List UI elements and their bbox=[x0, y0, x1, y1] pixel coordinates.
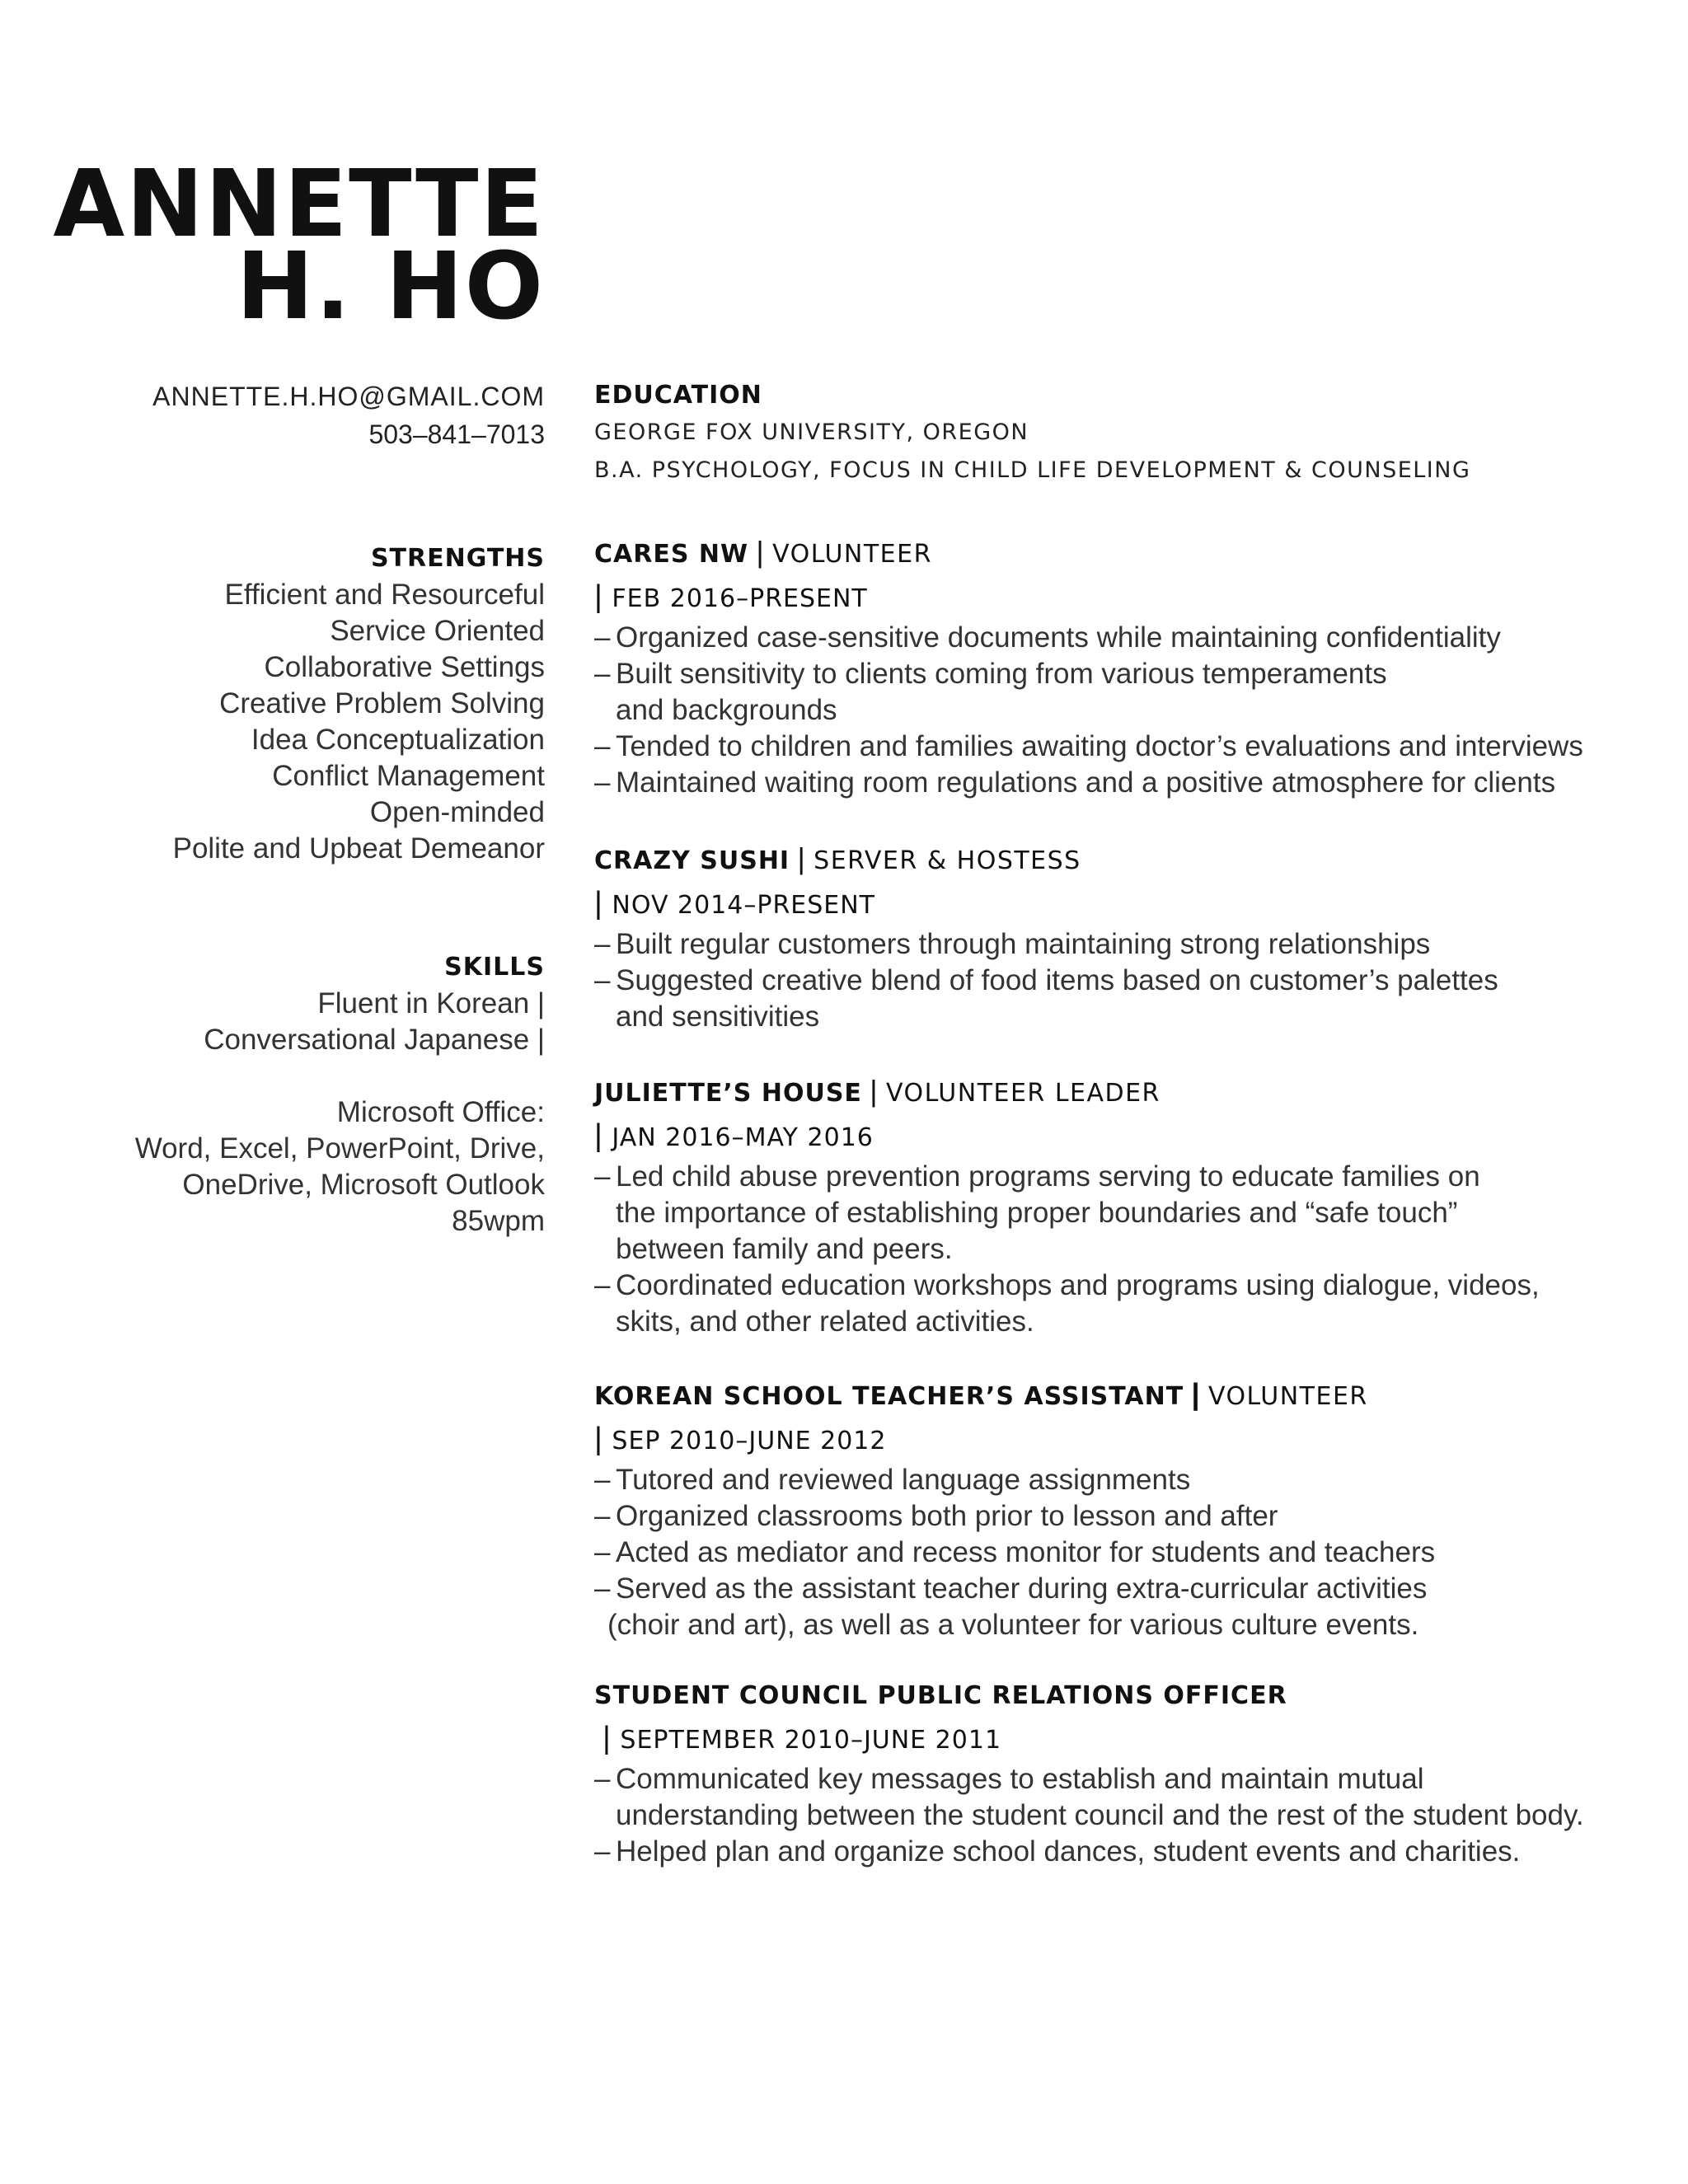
strength-item: Creative Problem Solving bbox=[219, 687, 545, 719]
date-bar: | bbox=[594, 1118, 603, 1153]
strength-item: Collaborative Settings bbox=[264, 651, 545, 683]
job-separator: | bbox=[797, 841, 806, 875]
name-line-2: H. HO bbox=[236, 233, 545, 340]
job-organization: CARES NW bbox=[594, 540, 749, 569]
job-bullet: – Acted as mediator and recess monitor for students and teachers bbox=[594, 1535, 1633, 1571]
job-entry bbox=[594, 534, 1633, 801]
job-bullets bbox=[594, 1159, 1633, 1340]
strength-item: Efficient and Resourceful bbox=[224, 579, 545, 611]
job-bullet: – Suggested creative blend of food items based on customer’s palettes and sensitivities bbox=[594, 963, 1522, 1035]
job-bullet: – Organized case-sensitive documents while maintaining confidentiality bbox=[594, 620, 1633, 656]
job-bullets bbox=[594, 620, 1633, 801]
job-entry bbox=[594, 1376, 1633, 1643]
strength-item: Polite and Upbeat Demeanor bbox=[172, 832, 545, 865]
strength-item: Idea Conceptualization bbox=[251, 724, 545, 756]
job-bullet: – Coordinated education workshops and programs using dialogue, videos, skits, and other related activities. bbox=[594, 1268, 1605, 1340]
job-bullet: – Helped plan and organize school dances, student events and charities. bbox=[594, 1834, 1633, 1870]
strengths-list bbox=[173, 577, 545, 867]
date-bar: | bbox=[594, 579, 603, 614]
job-date bbox=[594, 1418, 1633, 1462]
education-title: EDUCATION bbox=[594, 381, 762, 410]
job-date-range: JAN 2016–MAY 2016 bbox=[612, 1123, 874, 1152]
contact-block bbox=[152, 377, 545, 453]
job-bullet: – Maintained waiting room regulations and a positive atmosphere for clients bbox=[594, 765, 1633, 801]
job-entry bbox=[594, 1678, 1633, 1870]
name-line-1: ANNETTE bbox=[53, 151, 545, 258]
strengths-section bbox=[173, 541, 545, 867]
name-heading bbox=[53, 151, 545, 340]
job-bullet: – Built regular customers through maintaining strong relationships bbox=[594, 926, 1633, 963]
education-degree: B.A. PSYCHOLOGY, FOCUS IN CHILD LIFE DEVELOPMENT & COUNSELING bbox=[594, 457, 1471, 483]
job-bullet: – Built sensitivity to clients coming from various temperaments and backgrounds bbox=[594, 656, 1440, 729]
skills-section bbox=[135, 949, 545, 1240]
job-bullet: – Served as the assistant teacher during extra-curricular activities bbox=[594, 1571, 1633, 1607]
job-date bbox=[594, 576, 1633, 620]
skill-software: Microsoft Office: bbox=[336, 1096, 545, 1128]
job-role: SERVER & HOSTESS bbox=[814, 846, 1081, 875]
job-bullets bbox=[594, 926, 1633, 1035]
job-role: VOLUNTEER LEADER bbox=[885, 1079, 1160, 1108]
job-separator: | bbox=[1191, 1377, 1201, 1411]
date-bar: | bbox=[594, 886, 603, 921]
job-header bbox=[594, 1073, 1633, 1112]
job-header bbox=[594, 1376, 1633, 1415]
job-date-range: NOV 2014–PRESENT bbox=[612, 891, 876, 920]
contact-phone: 503–841–7013 bbox=[368, 419, 545, 449]
job-entry bbox=[594, 1073, 1633, 1340]
job-header bbox=[594, 841, 1633, 879]
job-bullet: – Communicated key messages to establish and maintain mutual understanding between the student council and the rest of the student body. bbox=[594, 1761, 1605, 1834]
job-organization: KOREAN SCHOOL TEACHER’S ASSISTANT bbox=[594, 1382, 1184, 1411]
job-date-range: SEP 2010–JUNE 2012 bbox=[612, 1427, 887, 1455]
job-date-range: FEB 2016–PRESENT bbox=[612, 584, 868, 613]
strength-item: Conflict Management bbox=[272, 760, 545, 792]
job-header bbox=[594, 1678, 1633, 1714]
job-date bbox=[594, 1718, 1633, 1761]
education-school: GEORGE FOX UNIVERSITY, OREGON bbox=[594, 419, 1029, 445]
job-role: VOLUNTEER bbox=[1207, 1382, 1368, 1411]
job-separator: | bbox=[870, 1074, 879, 1108]
strengths-title: STRENGTHS bbox=[370, 544, 545, 573]
skill-software: OneDrive, Microsoft Outlook bbox=[182, 1169, 545, 1201]
job-bullets bbox=[594, 1462, 1633, 1607]
skill-software: Word, Excel, PowerPoint, Drive, bbox=[134, 1132, 545, 1165]
contact-email: ANNETTE.H.HO@GMAIL.COM bbox=[152, 382, 545, 411]
job-date-range: SEPTEMBER 2010–JUNE 2011 bbox=[620, 1726, 1002, 1755]
strength-item: Open-minded bbox=[369, 796, 545, 828]
job-header bbox=[594, 534, 1633, 573]
job-organization: JULIETTE’S HOUSE bbox=[594, 1079, 862, 1108]
job-date bbox=[594, 1115, 1633, 1159]
date-bar: | bbox=[603, 1721, 612, 1755]
job-bullet: – Organized classrooms both prior to lesson and after bbox=[594, 1498, 1633, 1535]
strength-item: Service Oriented bbox=[330, 615, 545, 647]
skill-language: Conversational Japanese | bbox=[204, 1024, 545, 1056]
job-bullet: – Led child abuse prevention programs serving to educate families on the importance of establishing proper boundaries and “safe touch” between family and peers. bbox=[594, 1159, 1522, 1268]
skill-language: Fluent in Korean | bbox=[317, 987, 545, 1019]
job-bullet: – Tutored and reviewed language assignments bbox=[594, 1462, 1633, 1498]
job-date bbox=[594, 883, 1633, 926]
job-separator: | bbox=[756, 535, 765, 569]
job-role: VOLUNTEER bbox=[772, 540, 932, 569]
date-bar: | bbox=[594, 1422, 603, 1456]
job-entry bbox=[594, 841, 1633, 1035]
job-bullet: – Tended to children and families awaiting doctor’s evaluations and interviews bbox=[594, 729, 1633, 765]
job-organization: STUDENT COUNCIL PUBLIC RELATIONS OFFICER bbox=[594, 1681, 1287, 1710]
skills-list bbox=[135, 986, 545, 1240]
job-bullets bbox=[594, 1761, 1633, 1870]
education-section bbox=[594, 377, 1633, 490]
skill-typing-speed: 85wpm bbox=[452, 1205, 545, 1237]
job-bullet-continuation: (choir and art), as well as a volunteer for various culture events. bbox=[607, 1609, 1419, 1641]
skills-title: SKILLS bbox=[444, 953, 545, 982]
job-organization: CRAZY SUSHI bbox=[594, 846, 790, 875]
